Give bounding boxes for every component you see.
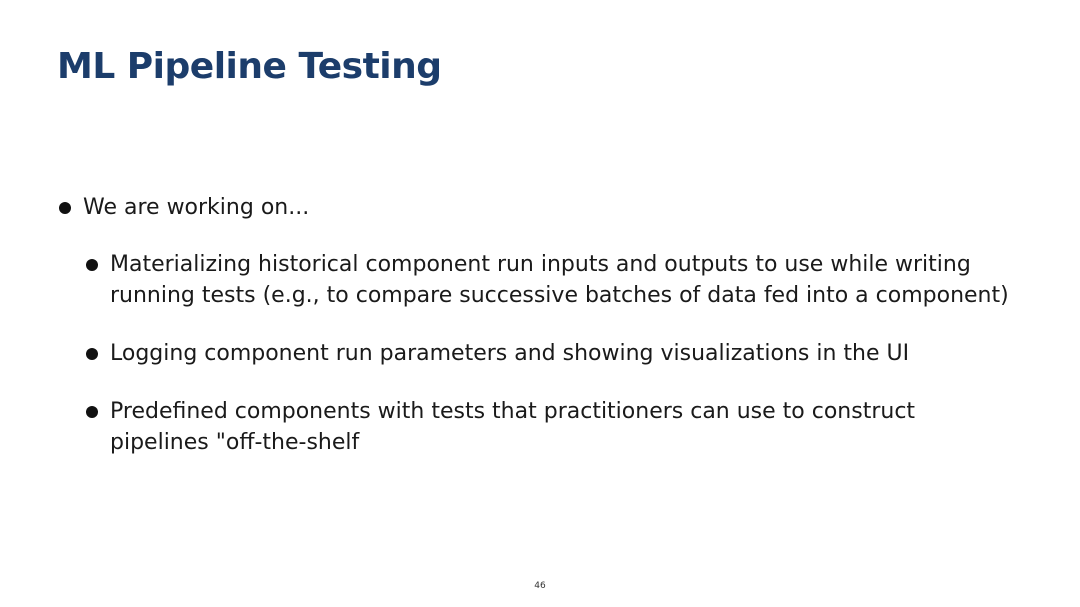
sub-bullet-item [57, 249, 1017, 311]
sub-bullet-text: Logging component run parameters and showing visualizations in the UI [110, 341, 910, 366]
bullet-icon [59, 202, 71, 214]
bullet-item [57, 192, 1017, 223]
sub-bullet-item [57, 396, 1017, 458]
bullet-icon [86, 406, 98, 418]
sub-bullet-text: Materializing historical component run inputs and outputs to use while writing running tests (e.g., to compare successive batches of data fed into a component) [110, 252, 1009, 308]
slide-title: ML Pipeline Testing [57, 46, 442, 87]
bullet-icon [86, 348, 98, 360]
page-number: 46 [534, 581, 546, 591]
bullet-icon [86, 259, 98, 271]
bullet-text: We are working on... [83, 195, 310, 220]
bullet-list [57, 192, 1017, 458]
sub-bullet-text: Predefined components with tests that practitioners can use to construct pipelines "off-the-shelf [110, 399, 916, 455]
sub-bullet-item [57, 338, 1017, 369]
